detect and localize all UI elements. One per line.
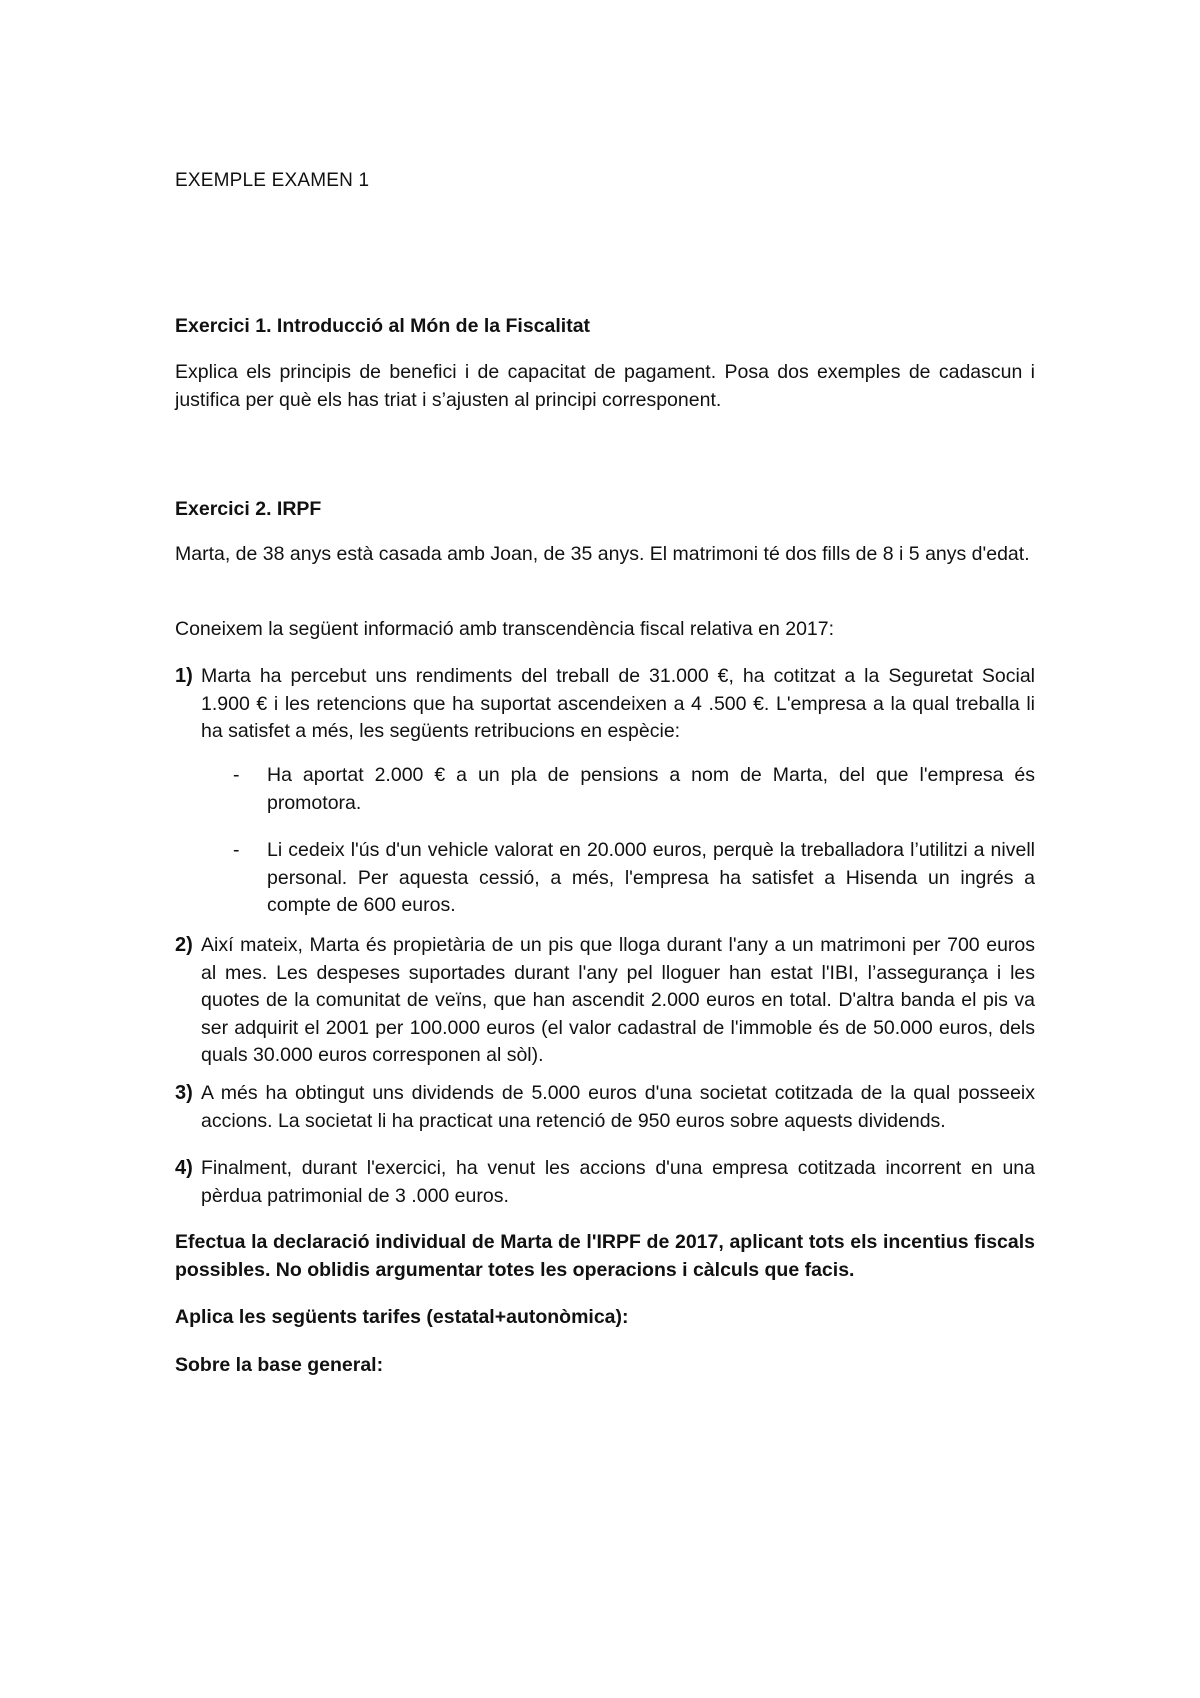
sub-item-text: Ha aportat 2.000 € a un pla de pensions a nom de Marta, del que l'empresa és promotora. [267,764,1035,814]
sub-item-text: Li cedeix l'ús d'un vehicle valorat en 20.000 euros, perquè la treballadora l’utilitzi a nivell personal. Per aquesta cessió, a més, l'empresa ha satisfet a Hisenda un ingrés a compte de 600 euros. [267,839,1035,916]
exercise-2-info: Coneixem la següent informació amb transcendència fiscal relativa en 2017: [175,618,835,640]
item-number: 4) [175,1157,193,1179]
tariffs-label: Aplica les següents tarifes (estatal+autonòmica): [175,1306,629,1328]
item-number: 1) [175,665,193,687]
item-number: 2) [175,934,193,956]
list-item [175,663,1035,746]
exercise-2-intro: Marta, de 38 anys està casada amb Joan, de 35 anys. El matrimoni té dos fills de 8 i 5 anys d'edat. [175,543,1030,565]
document-title: EXEMPLE EXAMEN 1 [175,170,370,191]
item-text: Marta ha percebut uns rendiments del treball de 31.000 €, ha cotitzat a la Seguretat Social 1.900 € i les retencions que ha suportat ascendeixen a 4 .500 €. L'empresa a la qual treballa li ha satisfet a més, les següents retribucions en espècie: [201,665,1035,742]
item-text: Així mateix, Marta és propietària de un pis que lloga durant l'any a un matrimoni per 700 euros al mes. Les despeses suportades durant l'any pel lloguer han estat l'IBI, l’assegurança i les quotes de la comunitat de veïns, que han ascendit 2.000 euros en total. D'altra banda el pis va ser adquirit el 2001 per 100.000 euros (el valor cadastral de l'immoble és de 50.000 euros, dels quals 30.000 euros corresponen al sòl). [201,934,1035,1066]
exercise-2-heading: Exercici 2. IRPF [175,498,322,520]
list-item [175,932,1035,1070]
task-instruction: Efectua la declaració individual de Marta de l'IRPF de 2017, aplicant tots els incentius fiscals possibles. No oblidis argumentar totes les operacions i càlculs que facis. [175,1231,1035,1281]
exercise-1-body: Explica els principis de benefici i de capacitat de pagament. Posa dos exemples de cadascun i justifica per què els has triat i s’ajusten al principi corresponent. [175,361,1035,411]
base-general-label: Sobre la base general: [175,1354,384,1376]
list-item [175,1080,1035,1135]
item-text: Finalment, durant l'exercici, ha venut les accions d'una empresa cotitzada incorrent en una pèrdua patrimonial de 3 .000 euros. [201,1157,1035,1207]
list-item [175,1155,1035,1210]
exercise-1-heading: Exercici 1. Introducció al Món de la Fiscalitat [175,315,591,337]
sub-item [233,762,1035,817]
sub-item [233,837,1035,920]
dash-bullet: - [233,839,240,861]
item-number: 3) [175,1082,193,1104]
item-text: A més ha obtingut uns dividends de 5.000 euros d'una societat cotitzada de la qual posseeix accions. La societat li ha practicat una retenció de 950 euros sobre aquests dividends. [201,1082,1035,1132]
dash-bullet: - [233,764,240,786]
